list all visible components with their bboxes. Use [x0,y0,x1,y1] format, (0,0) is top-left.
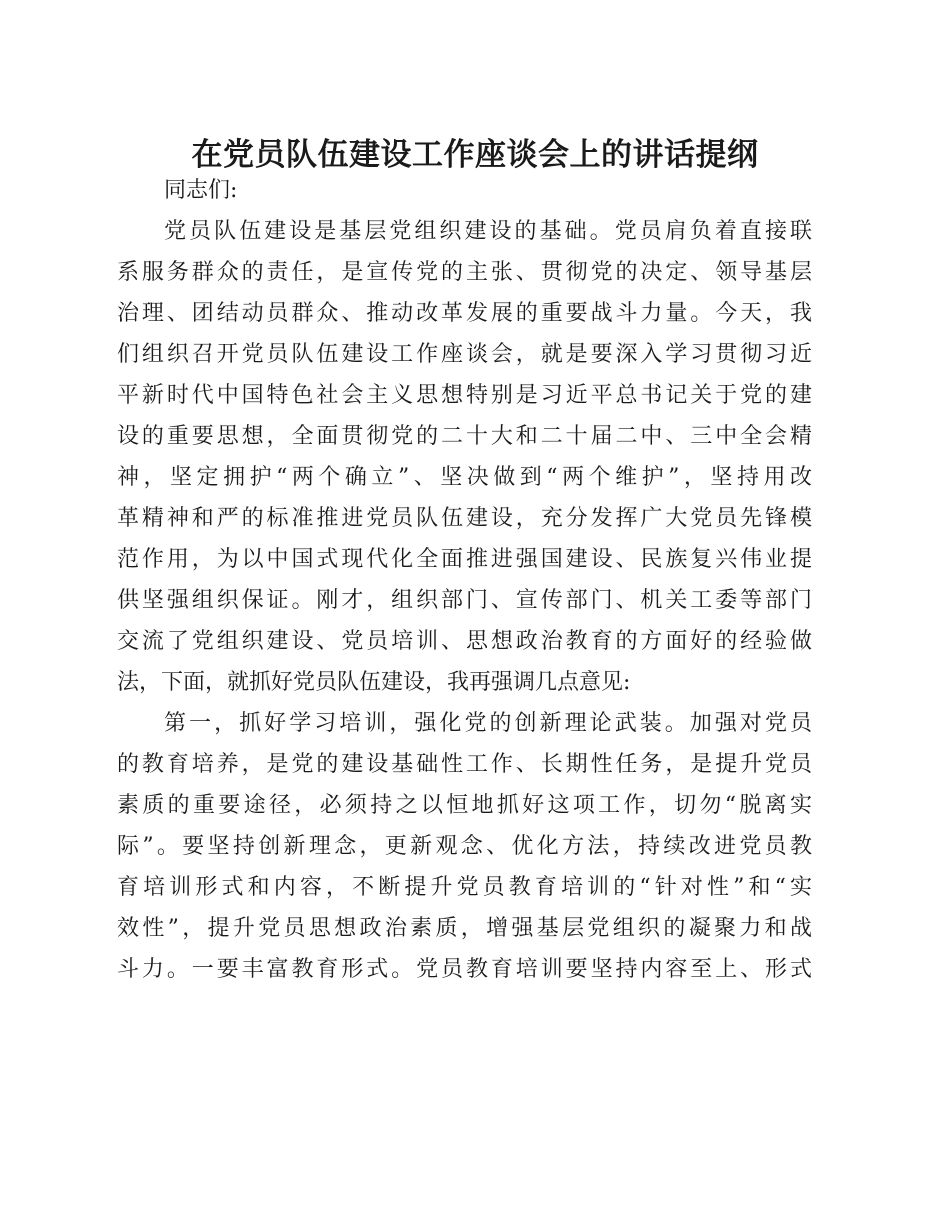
paragraph-line: 设的重要思想，全面贯彻党的二十大和二十届二中、三中全会精 [117,424,812,449]
salutation: 同志们: [164,178,238,203]
document-body [117,170,812,990]
paragraph-2 [117,703,812,990]
paragraph-line: 的教育培养，是党的建设基础性工作、长期性任务，是提升党员 [117,752,812,777]
paragraph-line: 革精神和严的标准推进党员队伍建设，充分发挥广大党员先锋模 [117,506,812,531]
paragraph-line: 神，坚定拥护“两个确立”、坚决做到“两个维护”，坚持用改 [117,465,812,490]
paragraph-line: 育培训形式和内容，不断提升党员教育培训的“针对性”和“实 [117,875,812,900]
paragraph-line: 交流了党组织建设、党员培训、思想政治教育的方面好的经验做 [117,629,812,654]
paragraph-line: 系服务群众的责任，是宣传党的主张、贯彻党的决定、领导基层 [117,260,812,285]
paragraph-line: 效性”，提升党员思想政治素质，增强基层党组织的凝聚力和战 [117,916,812,941]
paragraph-line: 法，下面，就抓好党员队伍建设，我再强调几点意见: [117,670,631,695]
paragraph-line: 素质的重要途径，必须持之以恒地抓好这项工作，切勿“脱离实 [117,793,812,818]
paragraph-line: 们组织召开党员队伍建设工作座谈会，就是要深入学习贯彻习近 [117,342,812,367]
paragraph-line: 党员队伍建设是基层党组织建设的基础。党员肩负着直接联 [164,219,812,244]
paragraph-line: 际”。要坚持创新理念，更新观念、优化方法，持续改进党员教 [117,834,812,859]
paragraph-line: 第一，抓好学习培训，强化党的创新理论武装。加强对党员 [164,711,812,736]
paragraph-line: 范作用，为以中国式现代化全面推进强国建设、民族复兴伟业提 [117,547,812,572]
paragraph-line: 斗力。一要丰富教育形式。党员教育培训要坚持内容至上、形式 [117,957,812,982]
paragraph-1 [117,211,812,703]
paragraph-line: 供坚强组织保证。刚才，组织部门、宣传部门、机关工委等部门 [117,588,812,613]
document-title: 在党员队伍建设工作座谈会上的讲话提纲 [191,137,759,173]
paragraph-line: 治理、团结动员群众、推动改革发展的重要战斗力量。今天，我 [117,301,812,326]
paragraph-line: 平新时代中国特色社会主义思想特别是习近平总书记关于党的建 [117,383,812,408]
